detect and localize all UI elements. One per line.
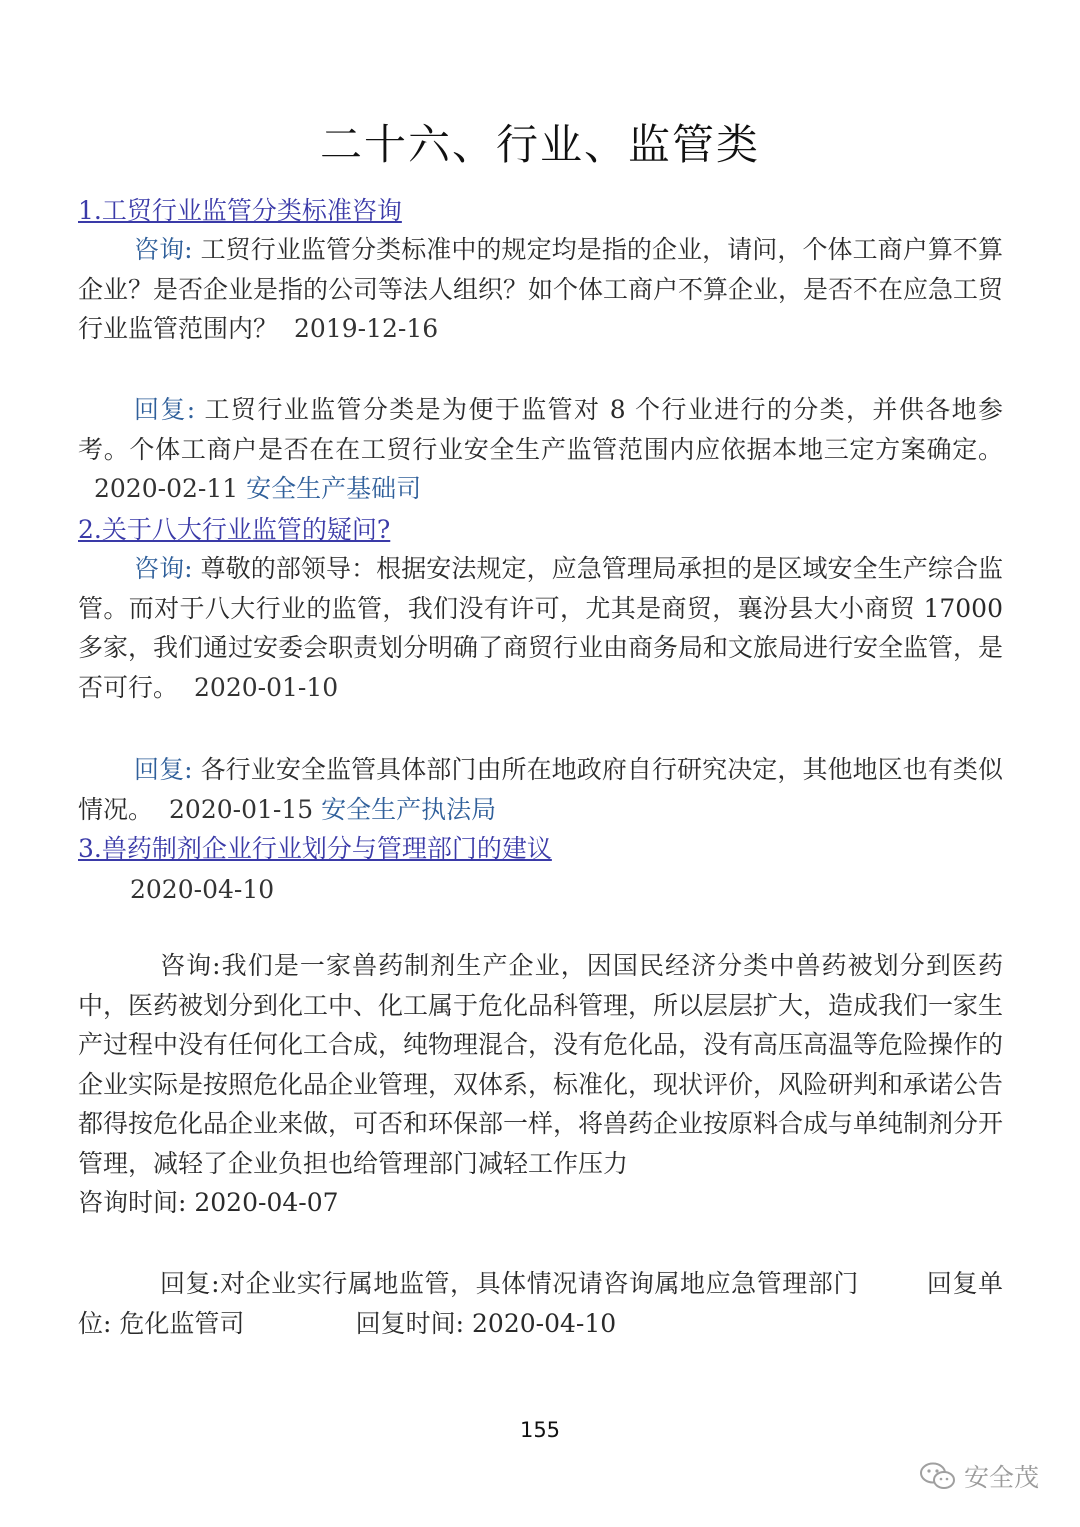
question-2-link[interactable]: 2.关于八大行业监管的疑问? [78, 515, 391, 544]
ask-text: 尊敬的部领导：根据安法规定，应急管理局承担的是区域安全生产综合监管。而对于八大行业的监管，我们没有许可，尤其是商贸，襄汾县大小商贸 17000 多家，我们通过安委会职责划分明确了商贸行业由商务局和文旅局进行安全监管，是否可行。 [78, 554, 1004, 702]
reply-unit: 回复单位: 危化监管司 [78, 1269, 1003, 1338]
reply-text: 工贸行业监管分类是为便于监管对 8 个行业进行的分类，并供各地参考。个体工商户是否在在工贸行业安全生产监管范围内应依据本地三定方案确定。 [78, 395, 1003, 464]
question-1-link[interactable]: 1.工贸行业监管分类标准咨询 [78, 196, 402, 225]
question-3-date: 2020-04-10 [130, 875, 275, 904]
reply-label: 回复: [134, 755, 193, 784]
reply-date: 2020-01-15 [169, 794, 314, 824]
ask-text: 工贸行业监管分类标准中的规定均是指的企业，请问，个体工商户算不算企业？是否企业是指的公司等法人组织？如个体工商户不算企业，是否不在应急工贸行业监管范围内？ [78, 235, 1004, 343]
ask-label: 咨询: [134, 235, 193, 264]
question-3-link[interactable]: 3.兽药制剂企业行业划分与管理部门的建议 [78, 834, 552, 863]
reply-text: 回复:对企业实行属地监管，具体情况请咨询属地应急管理部门 [160, 1269, 859, 1298]
ask-label: 咨询: [134, 554, 193, 583]
reply-org: 安全生产执法局 [321, 794, 497, 824]
reply-text: 各行业安全监管具体部门由所在地政府自行研究决定，其他地区也有类似情况。 [78, 755, 1003, 824]
reply-label: 回复: [134, 395, 196, 424]
question-1-reply [78, 390, 1003, 509]
ask-text: 咨询:我们是一家兽药制剂生产企业，因国民经济分类中兽药被划分到医药中，医药被划分到化工中、化工属于危化品科管理，所以层层扩大，造成我们一家生产过程中没有任何化工合成，纯物理混合，没有危化品，没有高压高温等危险操作的企业实际是按照危化品企业管理，双体系，标准化，现状评价，风险研判和承诺公告都得按危化品企业来做，可否和环保部一样，将兽药企业按原料合成与单纯制剂分开管理，减轻了企业负担也给管理部门减轻工作压力 [78, 951, 1004, 1178]
question-3-ask [78, 946, 1003, 1223]
question-3-reply [78, 1264, 1003, 1343]
watermark-text: 安全茂 [964, 1463, 1040, 1492]
watermark [918, 1458, 1039, 1494]
ask-date: 2019-12-16 [294, 314, 439, 343]
page-number: 155 [519, 1418, 561, 1442]
question-1-ask [78, 230, 1003, 349]
wechat-icon [918, 1461, 958, 1491]
ask-time: 咨询时间: 2020-04-07 [78, 1188, 339, 1217]
reply-org: 安全生产基础司 [246, 474, 422, 503]
reply-date: 2020-02-11 [94, 474, 239, 503]
section-title: 二十六、行业、监管类 [319, 120, 760, 169]
question-2-reply [78, 750, 1003, 829]
question-2-ask [78, 549, 1003, 707]
reply-time: 回复时间: 2020-04-10 [355, 1308, 617, 1338]
ask-date: 2020-01-10 [194, 672, 339, 702]
